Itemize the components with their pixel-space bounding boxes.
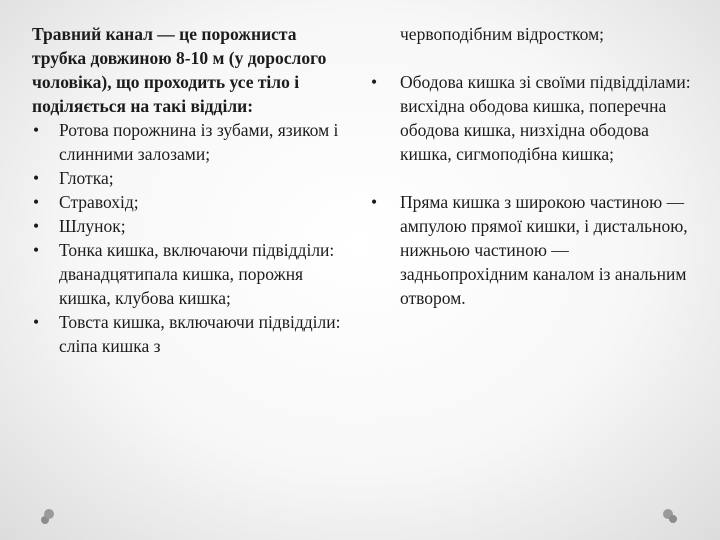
list-item: • Шлунок; xyxy=(32,214,350,238)
list-item: • Товста кишка, включаючи підвідділи: сліпа кишка з xyxy=(32,310,350,358)
decor-dot-icon xyxy=(669,515,677,523)
list-item: • Ротова порожнина із зубами, язиком і слинними залозами; xyxy=(32,118,350,166)
left-bullet-list xyxy=(32,118,350,358)
list-item: • Пряма кишка з широкою частиною — ампулою прямої кишки, і дистальною, нижньою частиною — задньопрохідним каналом із анальним отвором. xyxy=(370,190,700,310)
list-item: • Ободова кишка зі своїми підвідділами: висхідна ободова кишка, поперечна ободова кишка, низхідна ободова кишка, сигмоподібна кишка; xyxy=(370,70,700,166)
heading-text: Травний канал — це порожниста трубка довжиною 8-10 м (у дорослого чоловіка), що проходить усе тіло і поділяється на такі відділи: xyxy=(32,24,327,116)
left-column xyxy=(32,22,350,358)
continuation-text: червоподібним відростком; xyxy=(400,24,605,44)
right-column xyxy=(370,22,700,310)
list-item: • Стравохід; xyxy=(32,190,350,214)
list-item: • Глотка; xyxy=(32,166,350,190)
list-item: • Тонка кишка, включаючи підвідділи: дванадцятипала кишка, порожня кишка, клубова кишка; xyxy=(32,238,350,310)
right-bullet-list xyxy=(370,70,700,310)
decor-dot-icon xyxy=(44,509,54,519)
